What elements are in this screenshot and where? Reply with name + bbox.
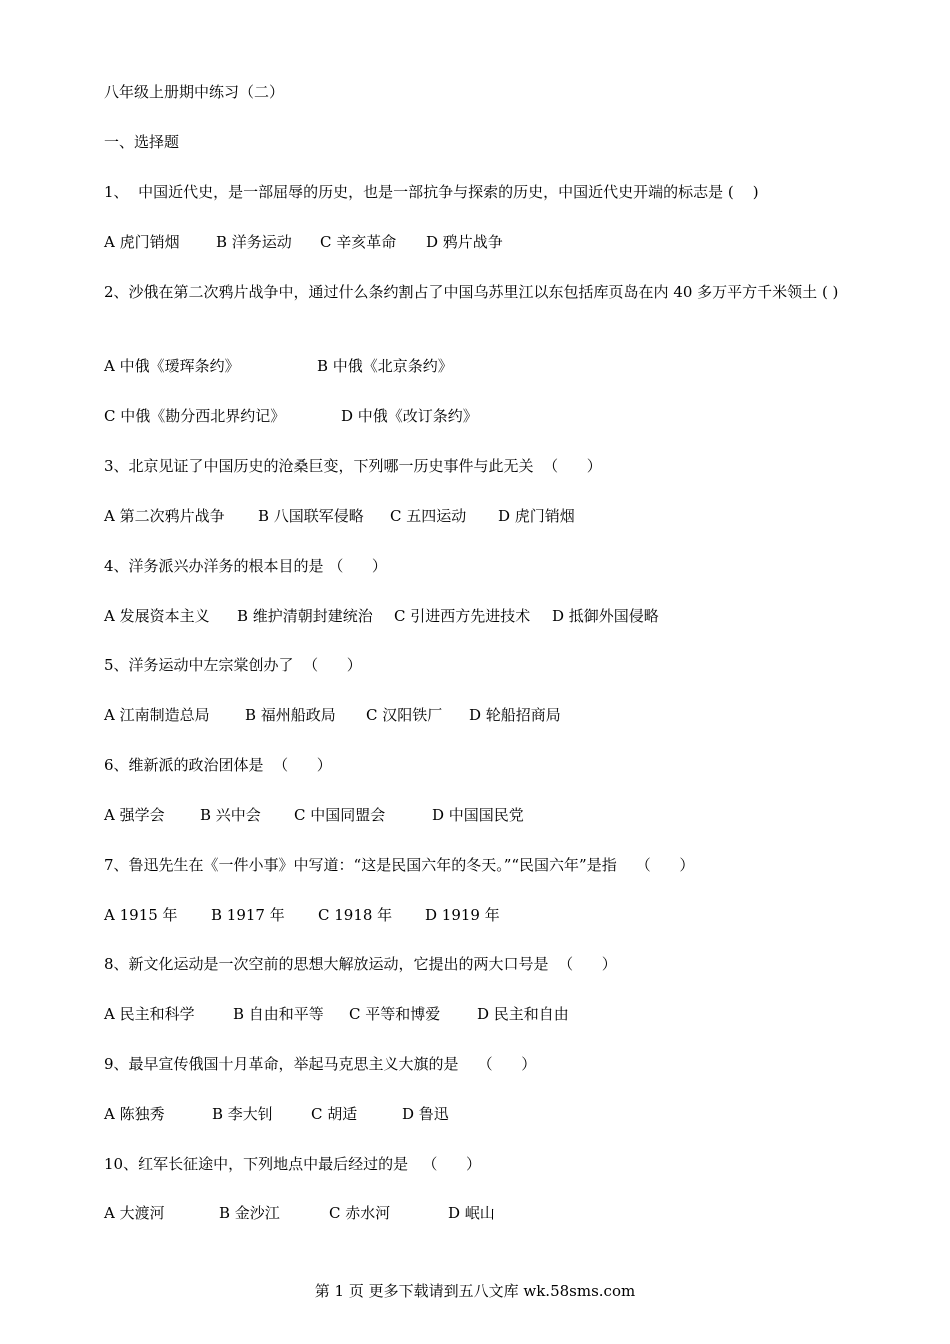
option-d: D 虎门销烟 (498, 507, 575, 525)
option-c: C 汉阳铁厂 (366, 706, 443, 724)
option-b: B 洋务运动 (216, 233, 292, 251)
option-b: B 中俄《北京条约》 (317, 357, 453, 375)
option-d: D 岷山 (448, 1204, 495, 1222)
option-d: D 民主和自由 (477, 1005, 569, 1023)
option-a: A 中俄《瑷珲条约》 (104, 357, 240, 375)
option-b: B 1917 年 (211, 906, 285, 924)
option-c: C 五四运动 (390, 507, 467, 525)
option-c: C 辛亥革命 (320, 233, 397, 251)
option-c: C 引进西方先进技术 (394, 607, 531, 625)
question-5-stem: 5、洋务运动中左宗棠创办了 （ ） (104, 656, 362, 674)
question-3-stem: 3、北京见证了中国历史的沧桑巨变，下列哪一历史事件与此无关 （ ） (104, 457, 602, 475)
option-c: C 赤水河 (329, 1204, 391, 1222)
option-c: C 中俄《勘分西北界约记》 (104, 407, 286, 425)
option-b: B 李大钊 (212, 1105, 273, 1123)
option-a: A 1915 年 (104, 906, 178, 924)
question-8-stem: 8、新文化运动是一次空前的思想大解放运动，它提出的两大口号是 （ ） (104, 955, 617, 973)
page-footer: 第 1 页 更多下载请到五八文库 wk.58sms.com (314, 1282, 636, 1300)
option-b: B 八国联军侵略 (258, 507, 364, 525)
option-d: D 鲁迅 (402, 1105, 449, 1123)
question-2-stem: 2、沙俄在第二次鸦片战争中，通过什么条约割占了中国乌苏里江以东包括库页岛在内 40 多万平方千米领土 ( ) (104, 283, 839, 301)
question-1-stem: 1、 中国近代史，是一部屈辱的历史，也是一部抗争与探索的历史，中国近代史开端的标志是 ( ) (104, 183, 759, 201)
option-d: D 鸦片战争 (426, 233, 503, 251)
option-a: A 第二次鸦片战争 (104, 507, 225, 525)
option-b: B 金沙江 (219, 1204, 280, 1222)
option-a: A 大渡河 (104, 1204, 165, 1222)
option-b: B 兴中会 (200, 806, 261, 824)
question-6-stem: 6、维新派的政治团体是 （ ） (104, 756, 332, 774)
question-9-stem: 9、最早宣传俄国十月革命，举起马克思主义大旗的是 （ ） (104, 1055, 537, 1073)
option-b: B 福州船政局 (245, 706, 336, 724)
document-title: 八年级上册期中练习（二） (104, 83, 285, 101)
option-d: D 1919 年 (425, 906, 500, 924)
option-d: D 抵御外国侵略 (552, 607, 659, 625)
section-heading: 一、选择题 (104, 133, 180, 151)
option-c: C 胡适 (311, 1105, 358, 1123)
option-b: B 维护清朝封建统治 (237, 607, 373, 625)
option-a: A 民主和科学 (104, 1005, 195, 1023)
option-d: D 中国国民党 (432, 806, 524, 824)
question-4-stem: 4、洋务派兴办洋务的根本目的是 （ ） (104, 557, 387, 575)
option-c: C 1918 年 (318, 906, 393, 924)
option-a: A 强学会 (104, 806, 165, 824)
option-a: A 陈独秀 (104, 1105, 165, 1123)
option-c: C 中国同盟会 (294, 806, 386, 824)
option-a: A 发展资本主义 (104, 607, 210, 625)
question-7-stem: 7、鲁迅先生在《一件小事》中写道：“这是民国六年的冬天。”“民国六年”是指 （ ） (104, 856, 695, 874)
option-a: A 江南制造总局 (104, 706, 210, 724)
option-c: C 平等和博爱 (349, 1005, 441, 1023)
question-10-stem: 10、红军长征途中，下列地点中最后经过的是 （ ） (104, 1155, 482, 1173)
option-a: A 虎门销烟 (104, 233, 180, 251)
option-d: D 轮船招商局 (469, 706, 561, 724)
option-d: D 中俄《改订条约》 (341, 407, 478, 425)
option-b: B 自由和平等 (233, 1005, 324, 1023)
